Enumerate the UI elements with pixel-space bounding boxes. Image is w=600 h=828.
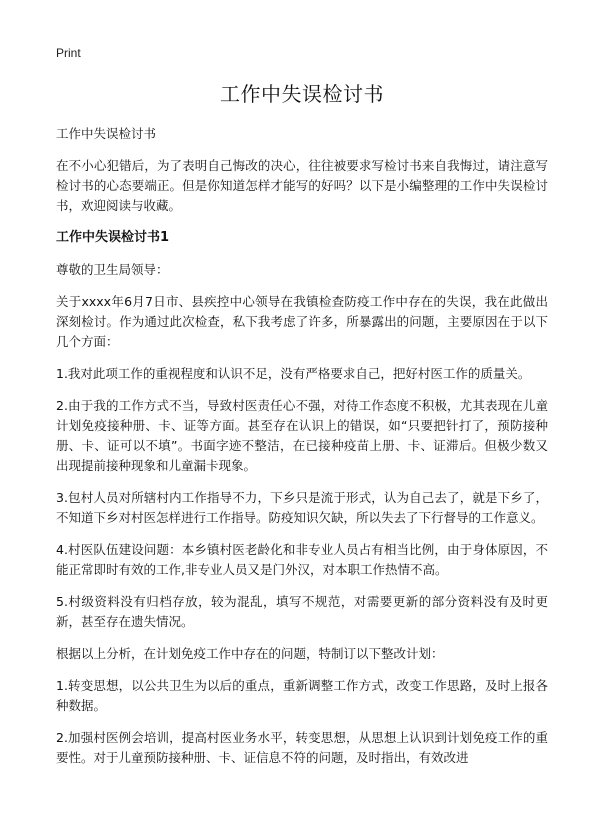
body-paragraph: 1.我对此项工作的重视程度和认识不足，没有严格要求自己，把好村医工作的质量关。: [56, 366, 531, 381]
document-subtitle: 工作中失误检讨书: [56, 126, 157, 141]
body-paragraph: 2.加强村医例会培训，提高村医业务水平，转变思想，从思想上认识到计划免疫工作的重要性。对于儿童预防接种册、卡、证信息不符的问题，及时指出，有效改进: [56, 730, 548, 765]
body-paragraph: 根据以上分析，在计划免疫工作中存在的问题，特制订以下整改计划：: [56, 646, 444, 661]
document-body: [56, 124, 548, 780]
document-title: 工作中失误检讨书: [220, 82, 384, 106]
body-paragraph: 3.包村人员对所辖村内工作指导不力，下乡只是流于形式，认为自己去了，就是下乡了，不知道下乡对村医怎样进行工作指导。防疫知识欠缺，所以失去了下行督导的工作意义。: [56, 490, 548, 525]
body-paragraph: 5.村级资料没有归档存放，较为混乱，填写不规范，对需要更新的部分资料没有及时更新，甚至存在遗失情况。: [56, 594, 548, 629]
intro-paragraph: 在不小心犯错后，为了表明自己悔改的决心，往往被要求写检讨书来自我悔过，请注意写检讨书的心态要端正。但是你知道怎样才能写的好吗？以下是小编整理的工作中失误检讨书，欢迎阅读与收藏。: [56, 158, 548, 213]
section-heading: 工作中失误检讨书1: [56, 230, 170, 245]
body-paragraph: 1.转变思想，以公共卫生为以后的重点，重新调整工作方式，改变工作思路，及时上报各种数据。: [56, 678, 548, 713]
salutation: 尊敬的卫生局领导：: [56, 262, 169, 277]
body-paragraph: 关于xxxx年6月7日市、县疾控中心领导在我镇检查防疫工作中存在的失误，我在此做出深刻检讨。作为通过此次检查，私下我考虑了许多，所暴露出的问题，主要原因在于以下几个方面：: [56, 294, 548, 349]
body-paragraph: 4.村医队伍建设问题：本乡镇村医老龄化和非专业人员占有相当比例，由于身体原因，不能正常即时有效的工作,非专业人员又是门外汉，对本职工作热情不高。: [56, 542, 548, 577]
print-link[interactable]: Print: [56, 46, 81, 60]
body-paragraph: 2.由于我的工作方式不当，导致村医责任心不强，对待工作态度不积极，尤其表现在儿童计划免疫接种册、卡、证等方面。甚至存在认识上的错误，如“只要把针打了，预防接种册、卡、证可以不填”。书面字迹不整洁，在已接种疫苗上册、卡、证滞后。但极少数又出现提前接种现象和儿童漏卡现象。: [56, 398, 548, 473]
